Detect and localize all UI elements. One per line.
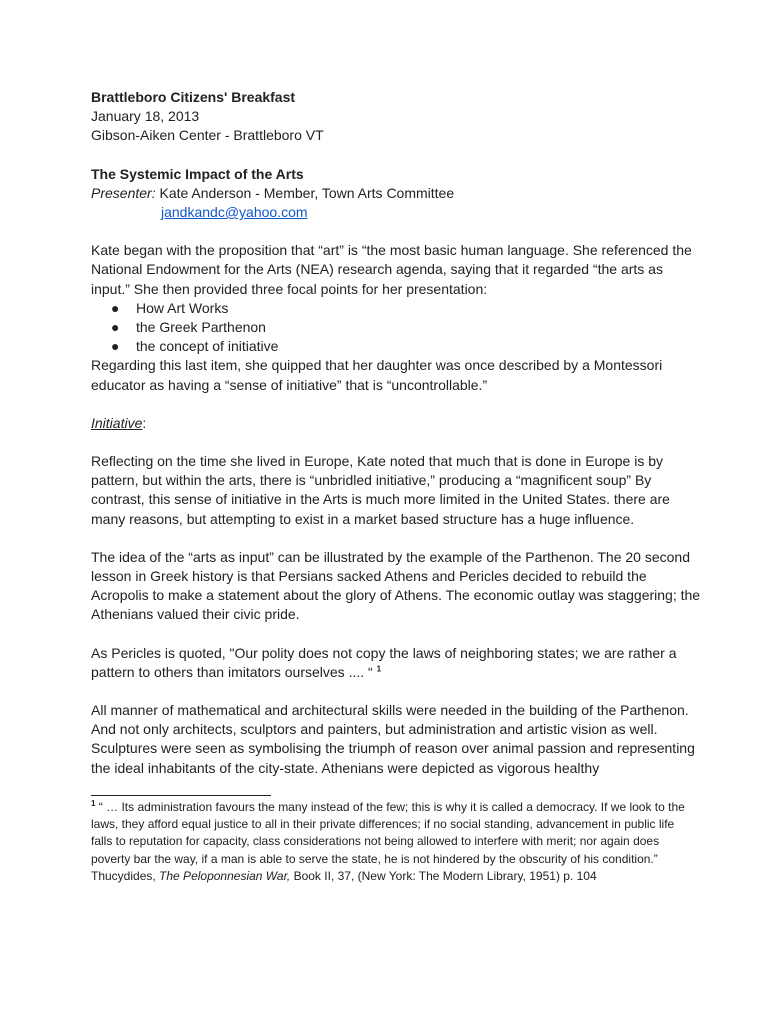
footnote: $^1$ “ … Its administration favours the many instead of the few; this is why it is called a democracy. If we look to the laws, they afford equal justice to all in their private differences; if no social standing, advancement in public life falls to reputation for capacity, class considerations not being allowed to interfere with merit; nor again does poverty bar the way, if a man is able to serve the state, he is not hindered by the obscurity of his condition.” Thucydides, The Peloponnesian War, Book II, 37, (New York: The Modern Library, 1951) p. 104 xyxy=(91,799,685,883)
paragraph-parthenon: The idea of the “arts as input” can be illustrated by the example of the Parthenon. The 20 second lesson in Greek history is that Persians sacked Athens and Pericles decided to rebuild the Acropolis to make a statement about the glory of Athens. The economic outlay was staggering; the Athenians valued their civic pride. xyxy=(91,548,701,623)
footnote-marker: 1 xyxy=(91,799,96,808)
bullet-icon: ● xyxy=(111,338,120,355)
list-item: ● the concept of initiative xyxy=(91,337,703,356)
event-title: Brattleboro Citizens' Breakfast xyxy=(91,89,296,105)
paragraph-europe: Reflecting on the time she lived in Europe, Kate noted that much that is done in Europe is by pattern, but within the arts, there is “unbridled initiative,” producing a “magnificent soup” By contrast, this sense of initiative in the Arts is much more limited in the United States. there are many reasons, but attempting to exist in a market based structure has a huge influence. xyxy=(91,453,670,527)
bullet-icon: ● xyxy=(111,299,120,316)
list-item: ● How Art Works xyxy=(91,299,703,318)
focal-points-list xyxy=(91,299,703,357)
event-date: January 18, 2013 xyxy=(91,108,200,125)
paragraph-skills: All manner of mathematical and architectural skills were needed in the building of the Parthenon. And not only architects, sculptors and painters, but administration and artistic vision as well. Sculptures were seen as symbolising the triumph of reason over animal passion and representing the ideal inhabitants of the city-state. Athenians were depicted as vigorous healthy xyxy=(91,702,695,776)
email-link[interactable]: jandkandc@yahoo.com xyxy=(161,204,308,221)
presenter-label: Presenter: xyxy=(91,184,156,201)
book-title: The Peloponnesian War, xyxy=(159,868,291,883)
list-item: ● the Greek Parthenon xyxy=(91,318,703,337)
presenter-name: Kate Anderson - Member, Town Arts Committee xyxy=(155,184,455,201)
intro-paragraph: Kate began with the proposition that “art” is “the most basic human language. She referenced the National Endowment for the Arts (NEA) research agenda, saying that it regarded “the arts as input.” She then provided three focal points for her presentation: xyxy=(91,242,692,297)
paragraph-pericles-quote: As Pericles is quoted, "Our polity does not copy the laws of neighboring states; we are rather a pattern to others than imitators ourselves .... “ $^1$ xyxy=(91,644,677,680)
intro-closing: Regarding this last item, she quipped that her daughter was once described by a Montessori educator as having a “sense of initiative” that is “uncontrollable.” xyxy=(91,357,663,393)
bullet-icon: ● xyxy=(111,319,120,336)
footnote-reference[interactable]: 1 xyxy=(376,664,382,674)
talk-title: The Systemic Impact of the Arts xyxy=(91,165,304,182)
document-body xyxy=(91,88,703,778)
presenter-line xyxy=(91,184,703,203)
section-heading-initiative: Initiative: xyxy=(91,414,147,431)
email-line xyxy=(91,203,703,222)
event-location: Gibson-Aiken Center - Brattleboro VT xyxy=(91,127,324,144)
footnote-divider xyxy=(91,795,271,796)
